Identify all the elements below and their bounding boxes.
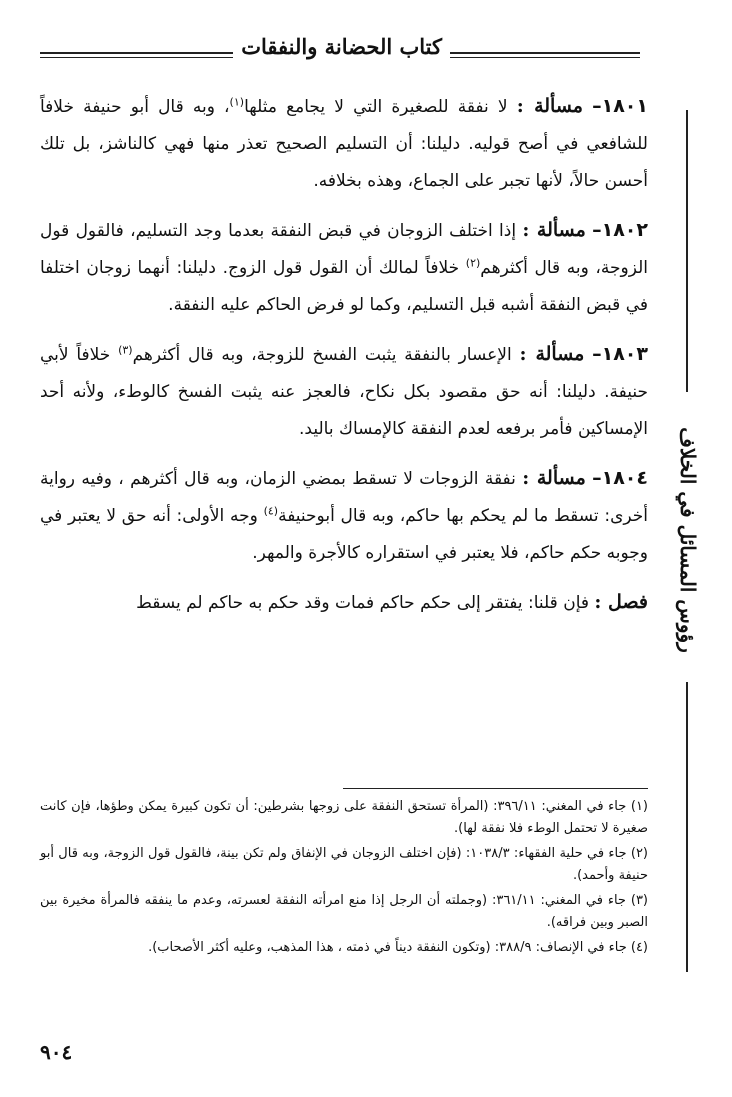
footnote-ref: (١) <box>229 95 245 109</box>
footnote-ref: (٣) <box>118 343 133 357</box>
footnote-ref: (٤) <box>263 504 279 518</box>
footnote-3: (٣) جاء في المغني: ٣٦١/١١: (وجملته أن الرجل إذا منع امرأته النفقة لعسرته، وعدم ما ينفقه فالمرأة مخيرة بين الصبر وبين فراقه). <box>40 893 648 930</box>
masala-1803 <box>40 336 648 448</box>
masala-text: الإعسار بالنفقة يثبت الفسخ للزوجة، وبه قال أكثرهم <box>132 345 512 365</box>
running-title: كتاب الحضانة والنفقات <box>233 34 450 59</box>
masala-label: مسألة : <box>522 219 586 241</box>
masala-number: ١٨٠٤– <box>592 467 648 489</box>
fasl-label: فصل : <box>594 591 648 613</box>
masala-label: مسألة : <box>522 467 586 489</box>
main-text <box>40 88 648 634</box>
masala-number: ١٨٠١– <box>592 95 648 117</box>
page-number: ٩٠٤ <box>40 1040 73 1064</box>
masala-text-cont: خلافاً لمالك أن القول قول الزوج. دليلنا: أنهما زوجان اختلفا في قبض النفقة أشبه قبل التسليم، وكما لو فرض الحاكم عليه النفقة. <box>40 258 648 315</box>
fasl-paragraph <box>40 584 648 622</box>
masala-text: إذا اختلف الزوجان في قبض النفقة بعدما وجد التسليم، فالقول قول الزوجة، وبه قال أكثرهم <box>40 221 648 278</box>
masala-label: مسألة : <box>519 343 585 365</box>
page-header <box>40 30 640 70</box>
footnote-ref: (٢) <box>465 256 481 270</box>
masala-text-cont: وجه الأولى: أنه حق لا يعتبر في وجوبه حكم حاكم، فلا يعتبر في استقراره كالأجرة والمهر. <box>40 506 648 563</box>
masala-label: مسألة : <box>516 95 583 117</box>
footnote-4: (٤) جاء في الإنصاف: ٣٨٨/٩: (وتكون النفقة ديناً في ذمته ، هذا المذهب، وعليه أكثر الأصحاب). <box>148 940 648 955</box>
masala-text-cont: خلافاً لأبي حنيفة. دليلنا: أنه حق مقصود بكل نكاح، فالعجز عنه يثبت الفسخ كالوطء، ولأنه أحد الإمساكين فأمر برفعه لعدم النفقة كالإمساك باليد. <box>40 345 648 439</box>
side-running-title <box>648 420 728 660</box>
masala-number: ١٨٠٣– <box>592 343 648 365</box>
masala-text: نفقة الزوجات لا تسقط بمضي الزمان، وبه قال أكثرهم ، وفيه رواية أخرى: تسقط ما لم يحكم بها حاكم، وبه قال أبوحنيفة <box>40 469 648 526</box>
masala-1804 <box>40 460 648 572</box>
side-rule-bottom <box>686 682 688 972</box>
fasl-text: فإن قلنا: يفتقر إلى حكم حاكم فمات وقد حكم به حاكم لم يسقط <box>136 593 590 613</box>
footnote-1: (١) جاء في المغني: ٣٩٦/١١: (المرأة تستحق النفقة على زوجها بشرطين: أن تكون كبيرة يمكن وطؤها، فإن كانت صغيرة لا تحتمل الوطء فلا نفقة لها). <box>40 799 648 836</box>
footnote-2: (٢) جاء في حلية الفقهاء: ١٠٣٨/٣: (فإن اختلف الزوجان في الإنفاق ولم تكن بينة، فالقول قول الزوجة، وبه قال أبو حنيفة وأحمد). <box>40 846 648 883</box>
masala-1802 <box>40 212 648 324</box>
footnotes <box>40 796 648 962</box>
footnote-separator <box>343 788 648 789</box>
masala-text: لا نفقة للصغيرة التي لا يجامع مثلها <box>244 97 508 117</box>
masala-1801 <box>40 88 648 200</box>
masala-number: ١٨٠٢– <box>592 219 648 241</box>
masala-text-cont: ، وبه قال أبو حنيفة خلافاً للشافعي في أصح قوليه. دليلنا: أن التسليم الصحيح تعذر منها فهي كالناشز، بل تلك أحسن حالاً، لأنها تجبر على الجماع، وهذه بخلافه. <box>40 97 648 191</box>
side-rule-top <box>686 110 688 392</box>
side-title-text: رؤوس المسائل في الخلاف <box>675 427 700 653</box>
